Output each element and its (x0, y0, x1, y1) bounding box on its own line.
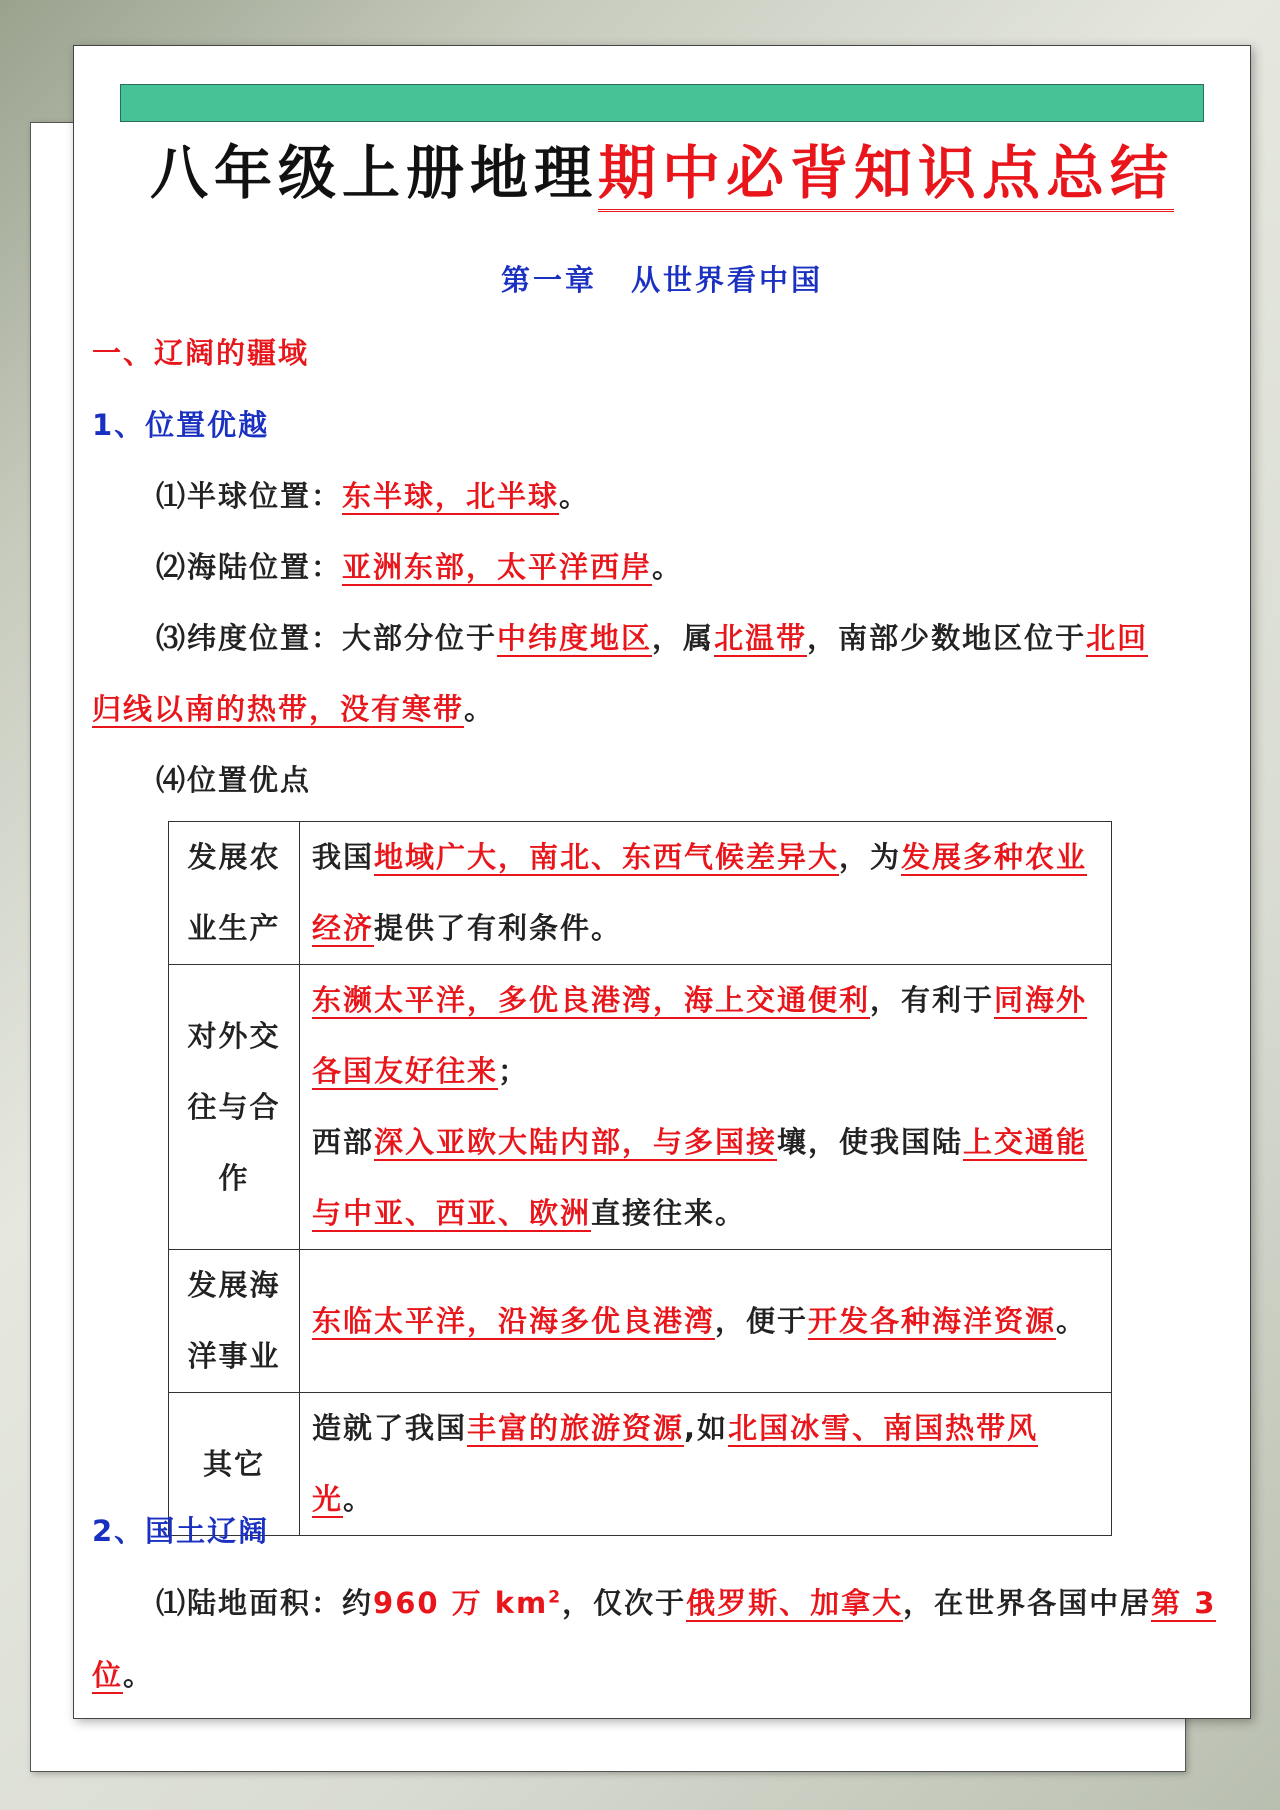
value-line (312, 965, 1099, 1036)
value-line (312, 893, 1099, 964)
answer: 东临太平洋，沿海多优良港湾 (312, 1303, 716, 1338)
punct: 。 (559, 479, 591, 513)
text: 。 (1056, 1303, 1088, 1338)
title-black: 八年级上册地理 (149, 139, 598, 207)
answer: 地域广大，南北、东西气候差异大 (374, 840, 840, 874)
answer: 同海外 (994, 983, 1088, 1017)
answer: 北国冰雪、南国热带风光 (312, 1411, 1039, 1516)
area-value (373, 1586, 562, 1620)
answer: 归线以南的热带，没有寒带 (92, 692, 465, 726)
answer: 北温带 (714, 621, 808, 655)
answer: 深入亚欧大陆内部，与多国接 (374, 1125, 778, 1159)
text: 西部 (312, 1125, 375, 1159)
key-text: 对外交 (187, 1018, 281, 1053)
section-heading: 一、辽阔的疆域 (92, 336, 310, 370)
answer: 各国友好往来 (312, 1054, 499, 1088)
area-exponent: 2 (548, 1587, 563, 1608)
row-value (300, 1250, 1112, 1393)
row-value (300, 822, 1112, 965)
answer: 经济 (312, 911, 375, 945)
chapter-label: 第一章 (500, 263, 597, 297)
item-label: ⑴陆地面积：约 (156, 1586, 374, 1620)
answer: 北回 (1086, 621, 1149, 655)
subsection-heading-1: 1、位置优越 (92, 408, 270, 442)
answer: 开发各种海洋资源 (808, 1303, 1057, 1338)
item-label: ⑵海陆位置： (156, 550, 343, 584)
key-text: 发展农 (187, 840, 281, 874)
text: 壤，使我国陆 (777, 1125, 964, 1159)
item-advantages: ⑷位置优点 (156, 763, 312, 797)
answer: 东半球，北半球 (342, 479, 560, 513)
header-bar (120, 84, 1204, 122)
value-line (312, 1036, 1099, 1107)
item-latitude-cont (92, 687, 495, 728)
text: 大部分位于 (342, 621, 498, 655)
item-land-area-cont (92, 1653, 154, 1694)
answer: 东濒太平洋，多优良港湾，海上交通便利 (312, 983, 871, 1017)
item-hemisphere (156, 474, 590, 515)
item-label: ⑴半球位置： (156, 479, 343, 513)
table-row (169, 1393, 1112, 1536)
punct: 。 (123, 1658, 155, 1692)
text: ，为 (839, 840, 902, 874)
answer: 第 3 (1151, 1586, 1217, 1620)
answer: 与中亚、西亚、欧洲 (312, 1196, 592, 1230)
item-land-area (156, 1581, 1216, 1622)
text: ，便于 (715, 1303, 809, 1338)
item-land-sea (156, 545, 683, 586)
value-line (312, 1107, 1099, 1178)
area-number: 960 万 km (373, 1586, 549, 1620)
text: 我国 (312, 840, 375, 874)
value-line (312, 1393, 1099, 1535)
chapter-name: 从世界看中国 (631, 263, 824, 297)
answer: 亚洲东部，太平洋西岸 (342, 550, 653, 584)
answer: 上交通能 (963, 1125, 1088, 1159)
answer: 丰富的旅游资源 (467, 1411, 685, 1445)
punct: 。 (652, 550, 684, 584)
answer: 俄罗斯、加拿大 (686, 1586, 904, 1620)
text: ，有利于 (870, 983, 995, 1017)
subsection-heading-2: 2、国土辽阔 (92, 1514, 270, 1548)
text: ，属 (652, 621, 715, 655)
answer: 发展多种农业 (901, 840, 1088, 874)
table-row (169, 822, 1112, 965)
advantages-table (168, 821, 1112, 1536)
row-key (169, 965, 300, 1250)
text: ，仅次于 (562, 1586, 687, 1620)
text: 提供了有利条件。 (374, 911, 623, 945)
key-text: 其它 (202, 1446, 265, 1481)
chapter-heading (74, 258, 1250, 299)
key-text: 业生产 (187, 911, 281, 945)
text: 造就了我国 (312, 1411, 468, 1445)
table-row (169, 965, 1112, 1250)
value-line (312, 822, 1099, 893)
item-latitude (156, 616, 1148, 657)
document-page (73, 45, 1251, 1719)
text: ； (498, 1054, 530, 1088)
text: 直接往来。 (591, 1196, 747, 1230)
table-row (169, 1250, 1112, 1393)
item-label: ⑶纬度位置： (156, 621, 343, 655)
value-line (312, 1178, 1099, 1249)
row-key (169, 822, 300, 965)
text: 。 (343, 1482, 375, 1516)
page-title (74, 126, 1250, 210)
row-key (169, 1250, 300, 1393)
key-text: 发展海 (187, 1268, 281, 1302)
key-text: 作 (218, 1160, 250, 1195)
answer: 中纬度地区 (497, 621, 653, 655)
key-text: 往与合 (187, 1089, 281, 1124)
text: ，在世界各国中居 (903, 1586, 1152, 1620)
key-text: 洋事业 (187, 1339, 281, 1373)
row-value (300, 965, 1112, 1250)
title-red: 期中必背知识点总结 (598, 139, 1174, 212)
punct: 。 (464, 692, 496, 726)
text: ,如 (684, 1411, 729, 1445)
answer: 位 (92, 1658, 124, 1692)
value-line (312, 1286, 1099, 1357)
text: ，南部少数地区位于 (807, 621, 1087, 655)
row-value (300, 1393, 1112, 1536)
